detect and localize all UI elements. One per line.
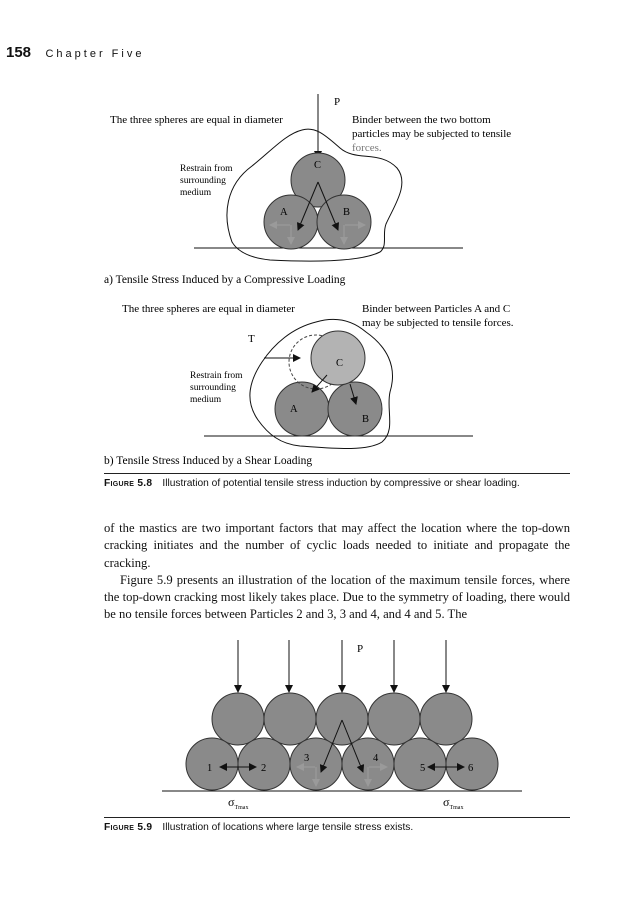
top-sphere-3 xyxy=(316,693,368,745)
panel-a-right-note-2: particles may be subjected to tensile xyxy=(352,128,512,140)
sigma-left: $\sigma_{Tmax}$ xyxy=(228,795,249,811)
top-sphere-1 xyxy=(212,693,264,745)
sphere-c-label-a: C xyxy=(314,160,322,171)
body-paragraph-2: Figure 5.9 presents an illustration of the location of the maximum tensile forces, where the top-down cracking most likely takes place. Due to the symmetry of loading, there would be no tensile forces between Particles 2 and 3, 3 and 4, and 4 and 5. The xyxy=(104,572,570,622)
figure-5-9-caption-text: Illustration of locations where large tensile stress exists. xyxy=(162,822,414,833)
top-sphere-4 xyxy=(368,693,420,745)
top-sphere-5 xyxy=(420,693,472,745)
figure-5-8-caption-label: Figure 5.8 xyxy=(104,478,153,489)
panel-a-load-label: P xyxy=(334,96,341,108)
panel-b-restrain-1: Restrain from xyxy=(190,371,243,381)
panel-a-restrain-1: Restrain from xyxy=(180,164,233,174)
figure-5-9-rule xyxy=(104,817,570,818)
sphere-b-label-a: B xyxy=(343,207,351,218)
panel-a-right-note-1: Binder between the two bottom xyxy=(352,114,491,126)
panel-b-load-label: T xyxy=(248,333,255,345)
particle-label-6: 6 xyxy=(468,763,474,774)
sphere-a-label-a: A xyxy=(280,207,288,218)
figure-5-9 xyxy=(0,600,621,820)
particle-label-5: 5 xyxy=(420,763,426,774)
particle-label-1: 1 xyxy=(207,763,213,774)
sphere-c-label-b: C xyxy=(336,358,344,369)
panel-b xyxy=(104,303,514,467)
body-paragraph-1: of the mastics are two important factors that may affect the location where the top-down cracking initiates and the number of cyclic loads needed to initiate and propagate the cracking. xyxy=(104,521,570,570)
sphere-a-label-b: A xyxy=(290,404,298,415)
sigma-right: $\sigma_{Tmax}$ xyxy=(443,795,464,811)
figure-5-8-caption xyxy=(104,478,574,489)
panel-a xyxy=(104,94,511,286)
page-number: 158 xyxy=(6,44,32,61)
top-sphere-2 xyxy=(264,693,316,745)
panel-a-restrain-2: surrounding xyxy=(180,176,226,186)
particle-label-2: 2 xyxy=(261,763,267,774)
panel-a-restrain-3: medium xyxy=(180,188,212,198)
panel-b-subcaption: b) Tensile Stress Induced by a Shear Loading xyxy=(104,455,313,467)
panel-a-right-note-3: forces. xyxy=(352,142,382,154)
particle-label-4: 4 xyxy=(373,753,379,764)
sphere-b-label-b: B xyxy=(362,414,370,425)
sphere-a-b xyxy=(275,382,329,436)
particle-label-3: 3 xyxy=(304,753,310,764)
panel-b-right-note-2: may be subjected to tensile forces. xyxy=(362,317,514,329)
chapter-title: Chapter Five xyxy=(45,48,145,60)
figure-5-8-rule xyxy=(104,473,570,474)
figure-5-9-caption-label: Figure 5.9 xyxy=(104,822,153,833)
panel-b-left-note: The three spheres are equal in diameter xyxy=(122,303,295,315)
sphere-b-b xyxy=(328,382,382,436)
panel-a-subcaption: a) Tensile Stress Induced by a Compressive Loading xyxy=(104,274,346,286)
panel-a-left-note: The three spheres are equal in diameter xyxy=(110,114,283,126)
panel-b-restrain-2: surrounding xyxy=(190,383,236,393)
figure-5-9-caption xyxy=(104,822,574,833)
figure-5-8-caption-text: Illustration of potential tensile stress induction by compressive or shear loading. xyxy=(162,478,520,489)
panel-b-right-note-1: Binder between Particles A and C xyxy=(362,303,511,315)
figure-5-9-load-label: P xyxy=(357,643,364,655)
panel-b-restrain-3: medium xyxy=(190,395,222,405)
